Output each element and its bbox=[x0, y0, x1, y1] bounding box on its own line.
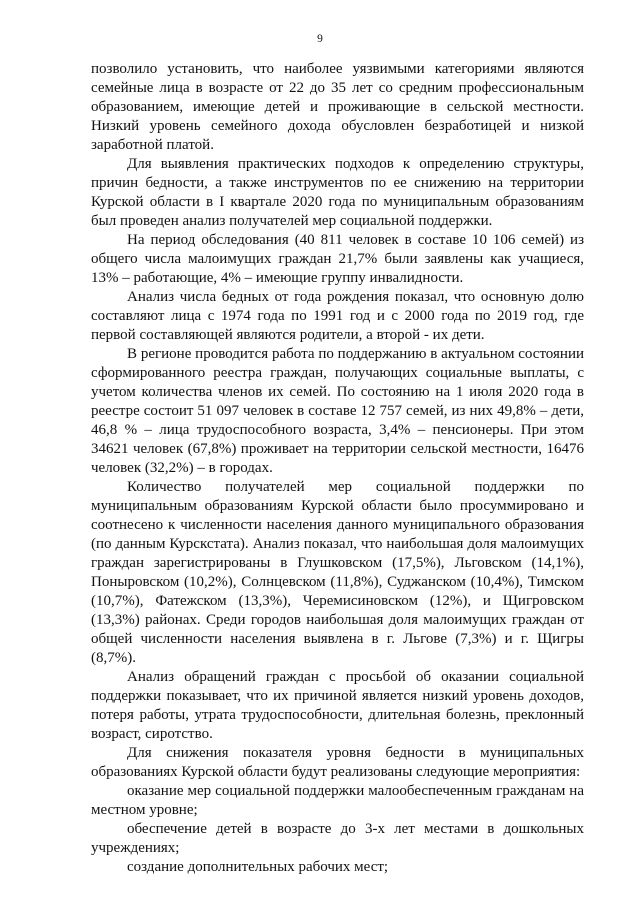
paragraph-3: На период обследования (40 811 человек в составе 10 106 семей) из общего числа малоимущих граждан 21,7% были заявлены как учащиеся, 13% – работающие, 4% – имеющие группу инвалидности. bbox=[91, 232, 584, 286]
paragraph-8: Для снижения показателя уровня бедности в муниципальных образованиях Курской области будут реализованы следующие мероприятия: bbox=[91, 745, 584, 780]
paragraph-5: В регионе проводится работа по поддержанию в актуальном состоянии сформированного реестра граждан, получающих социальные выплаты, с учетом количества членов их семей. По состоянию на 1 июля 2020 года в реестре состоит 51 097 человек в составе 12 757 семей, из них 49,8% – дети, 46,8 % – лица трудоспособного возраста, 3,4% – пенсионеры. При этом 34621 человек (67,8%) проживает на территории сельской местности, 16476 человек (32,2%) – в городах. bbox=[91, 346, 584, 476]
paragraph-4: Анализ числа бедных от года рождения показал, что основную долю составляют лица с 1974 года по 1991 год и с 2000 года по 2019 год, где первой составляющей являются родители, а второй - их дети. bbox=[91, 289, 584, 343]
page-number: 9 bbox=[317, 33, 323, 45]
list-item-3: создание дополнительных рабочих мест; bbox=[127, 859, 389, 875]
paragraph-1: позволило установить, что наиболее уязвимыми категориями являются семейные лица в возрасте от 22 до 35 лет со средним профессиональным образованием, имеющие детей и проживающие в сельской местности. Низкий уровень семейного дохода обусловлен безработицей и низкой заработной платой. bbox=[91, 61, 584, 153]
paragraph-7: Анализ обращений граждан с просьбой об оказании социальной поддержки показывает, что их причиной является низкий уровень доходов, потеря работы, утрата трудоспособности, длительная болезнь, преклонный возраст, сиротство. bbox=[91, 669, 584, 742]
list-item-1: оказание мер социальной поддержки малообеспеченным гражданам на местном уровне; bbox=[91, 783, 584, 818]
paragraph-2: Для выявления практических подходов к определению структуры, причин бедности, а также инструментов по ее снижению на территории Курской области в I квартале 2020 года по муниципальным образованиям был проведен анализ получателей мер социальной поддержки. bbox=[91, 156, 584, 229]
list-item-2: обеспечение детей в возрасте до 3-х лет местами в дошкольных учреждениях; bbox=[91, 821, 584, 856]
paragraph-6: Количество получателей мер социальной поддержки по муниципальным образованиям Курской области было просуммировано и соотнесено к численности населения данного муниципального образования (по данным Курскстата). Анализ показал, что наибольшая доля малоимущих граждан зарегистрированы в Глушковском (17,5%), Льговском (14,1%), Поныровском (10,2%), Солнцевском (11,8%), Суджанском (10,4%), Тимском (10,7%), Фатежском (13,3%), Черемисиновском (12%), и Щигровском (13,3%) районах. Среди городов наибольшая доля малоимущих граждан от общей численности населения выявлена в г. Льгове (7,3%) и г. Щигры (8,7%). bbox=[91, 479, 584, 666]
document-body bbox=[91, 60, 584, 877]
